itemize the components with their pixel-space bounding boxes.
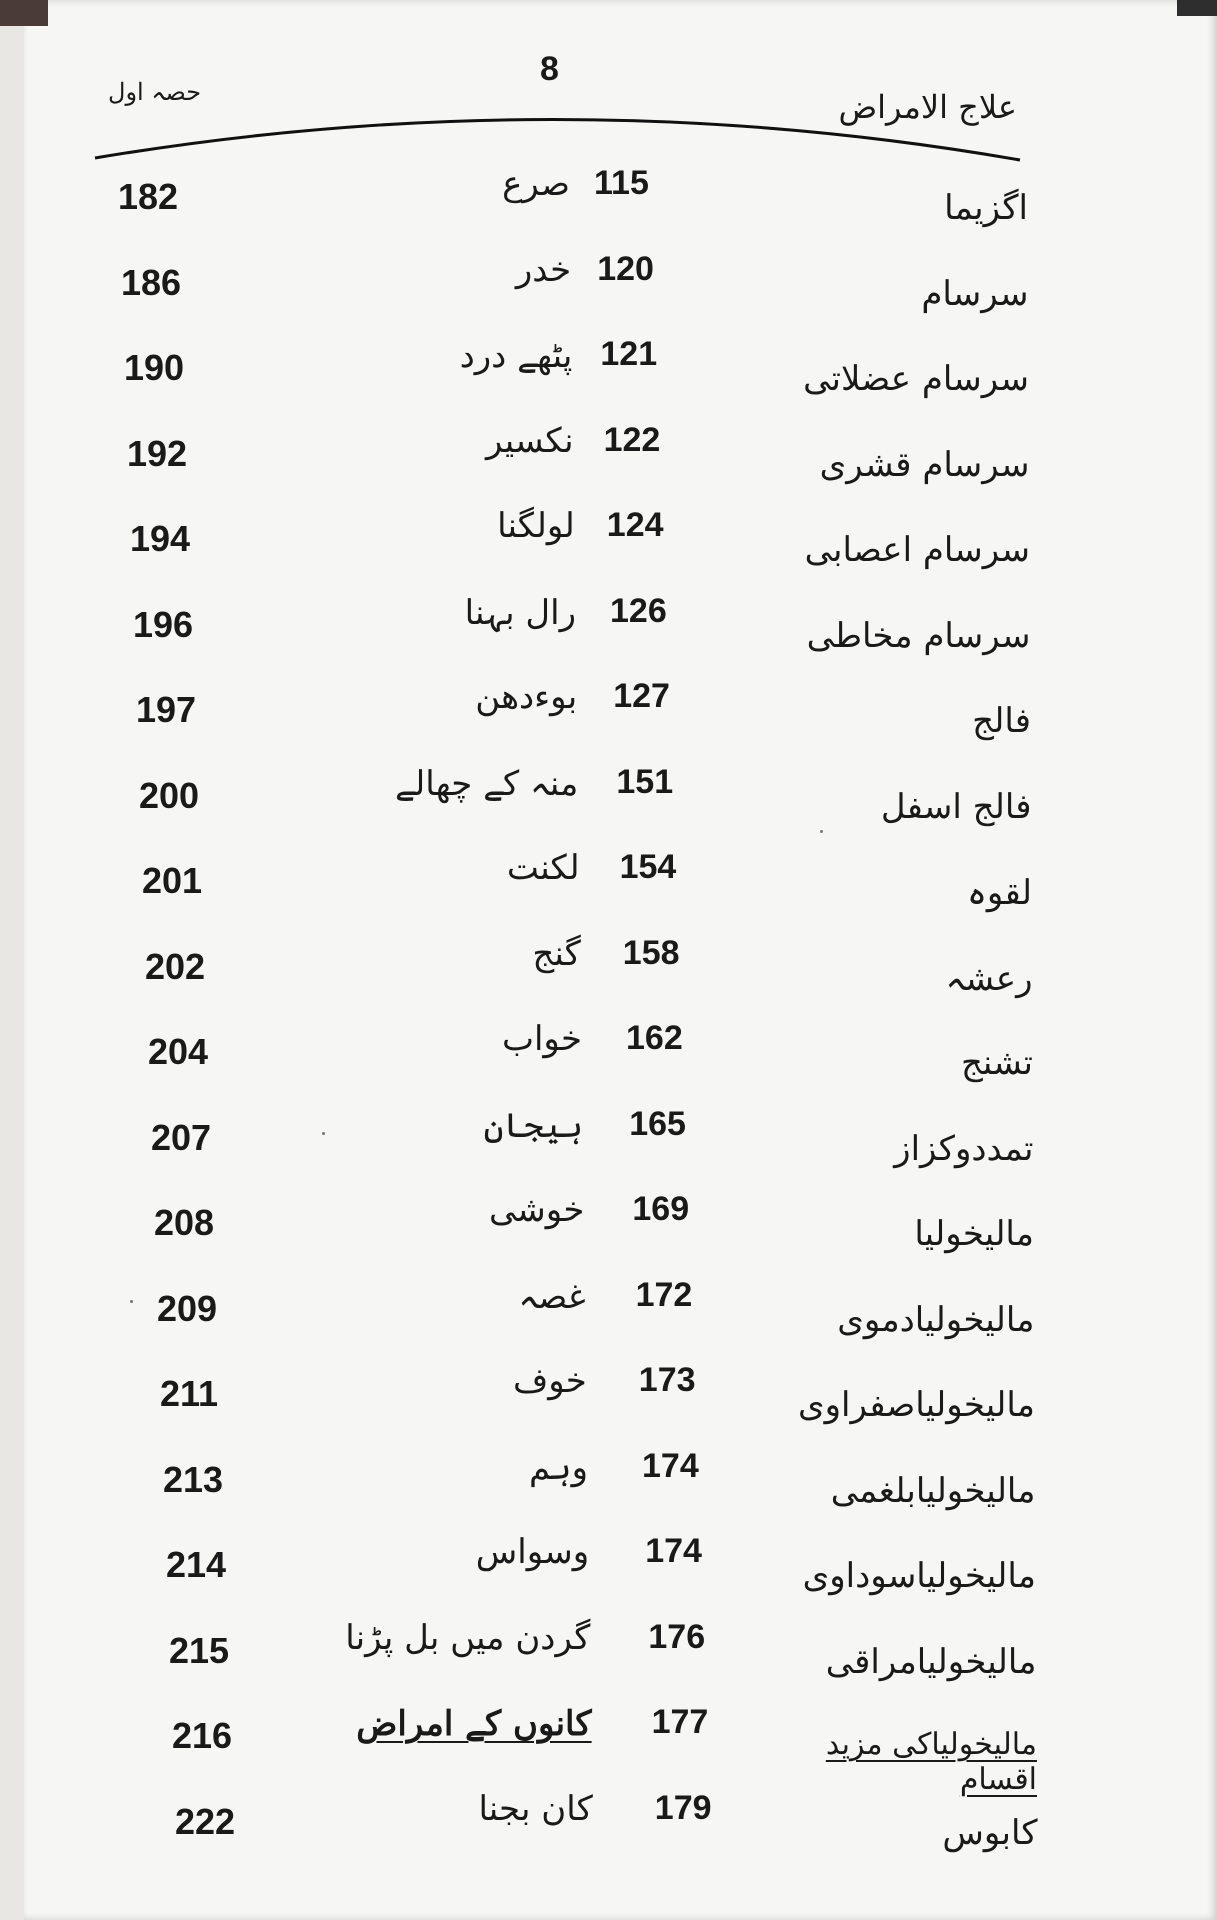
toc-entry-name: وہم [529, 1447, 588, 1488]
toc-page-number: 204 [148, 1031, 209, 1072]
toc-entry-name: رال بہنا [464, 592, 576, 633]
toc-entry-name-right: مالیخولیامراقی [825, 1641, 1037, 1682]
header-book-title: علاج الامراض [838, 88, 1017, 126]
toc-entry-name-right: مالیخولیاکی مزید اقسام [825, 1727, 1037, 1797]
toc-entry-name: منہ کے چھالے [394, 763, 579, 804]
toc-entry-number: 176 [648, 1617, 706, 1656]
toc-row [0, 1703, 1217, 1797]
toc-page-number: 186 [121, 261, 182, 303]
toc-entry-name: ہیجان [483, 1105, 584, 1146]
toc-page-number: 190 [124, 347, 185, 388]
toc-entry-name: خواب [501, 1019, 582, 1059]
toc-row [0, 1190, 1217, 1256]
toc-row [0, 933, 1217, 1000]
toc-entry-name-right: فالج اسفل [880, 786, 1032, 827]
toc-entry-number: 120 [597, 249, 654, 288]
toc-page-number: 182 [118, 176, 179, 217]
toc-row [0, 249, 1217, 316]
toc-entry-number: 122 [603, 420, 661, 459]
toc-page-number: 213 [163, 1458, 224, 1500]
toc-row [0, 848, 1217, 914]
toc-entry-number: 173 [638, 1361, 696, 1399]
toc-entry-name-right: فالج [972, 701, 1031, 741]
toc-page-number: 208 [154, 1202, 215, 1243]
toc-page-number: 207 [151, 1116, 212, 1158]
toc-entry-name-right: مالیخولیاصفراوی [798, 1385, 1035, 1425]
toc-entry-number: 174 [642, 1446, 699, 1485]
toc-row [0, 1617, 1217, 1684]
toc-entry-name: گنج [532, 933, 581, 974]
toc-row [0, 420, 1217, 487]
toc-row [0, 1361, 1217, 1427]
toc-entry-number: 151 [616, 762, 674, 801]
toc-row [0, 1275, 1217, 1342]
toc-page-number: 216 [172, 1715, 233, 1756]
toc-entry-number: 165 [629, 1104, 686, 1143]
toc-entry-number: 124 [606, 506, 664, 544]
toc-entry-name: بوءدھن [475, 677, 578, 717]
header-section-label: حصہ اول [108, 78, 202, 106]
toc-page-number: 197 [136, 689, 197, 730]
toc-page-number: 196 [133, 603, 194, 645]
toc-page-number: 222 [175, 1800, 236, 1842]
toc-entry-name-right: سرسام اعصابی [804, 530, 1030, 570]
toc-entry-name: پٹھے درد [459, 336, 573, 376]
toc-entry-name-right: مالیخولیابلغمی [830, 1470, 1036, 1511]
toc-entry-name: کان بجنا [478, 1788, 593, 1829]
toc-page-number: 209 [157, 1287, 218, 1329]
speck [130, 1300, 133, 1303]
toc-entry-name-right: رعشہ [945, 958, 1033, 999]
toc-entry-name: گردن میں بل پڑنا [345, 1617, 591, 1658]
toc-entry-name: خوف [512, 1361, 587, 1401]
toc-entry-number: 126 [610, 591, 667, 630]
toc-entry-number: 115 [594, 164, 649, 202]
toc-entry-name-right: تمددوکزاز [894, 1128, 1034, 1169]
toc-page-number: 202 [145, 945, 206, 987]
toc-entry-name: صرع [502, 164, 570, 204]
toc-page-number: 200 [139, 774, 200, 816]
toc-row [0, 1104, 1217, 1171]
toc-entry-number: 127 [613, 677, 670, 715]
toc-entry-name-right: سرسام عضلاتی [803, 359, 1029, 399]
toc-entry-number: 158 [622, 933, 680, 972]
toc-entry-name-right: مالیخولیا [914, 1214, 1034, 1254]
toc-row [0, 164, 1217, 230]
toc-page-number: 201 [142, 860, 203, 901]
toc-row [0, 677, 1217, 743]
page-number: 8 [540, 50, 559, 88]
toc-entry-name-right: اگزیما [944, 188, 1028, 228]
speck [322, 1132, 325, 1135]
toc-entry-number: 179 [654, 1788, 712, 1827]
toc-row [0, 335, 1217, 401]
toc-entry-name: نکسیر [486, 420, 574, 461]
toc-page-number: 194 [130, 518, 191, 559]
speck [820, 830, 823, 833]
toc-row [0, 762, 1217, 829]
toc-row [0, 1019, 1217, 1085]
toc-page-number: 211 [160, 1373, 219, 1414]
toc-entry-number: 169 [632, 1190, 690, 1228]
toc-entry-name: خدر [515, 249, 572, 290]
toc-row [0, 591, 1217, 658]
toc-entry-number: 177 [651, 1703, 709, 1741]
toc-page-number: 192 [127, 432, 188, 474]
toc-entry-name-right: سرسام مخاطی [806, 615, 1031, 656]
toc-page-number: 215 [169, 1629, 230, 1671]
toc-entry-name: لولگنا [497, 506, 575, 546]
toc-row [0, 1788, 1217, 1855]
toc-entry-name: غصہ [518, 1276, 586, 1317]
toc-entry-number: 172 [635, 1275, 693, 1314]
toc-entry-name-right: لقوہ [966, 873, 1032, 913]
toc-entry-name: وسواس [475, 1532, 590, 1572]
toc-entry-number: 174 [645, 1532, 702, 1570]
toc-entry-name-right: سرسام [921, 273, 1029, 314]
toc-entry-name-right: مالیخولیادموی [837, 1299, 1035, 1340]
toc-row [0, 1446, 1217, 1513]
toc-entry-number: 162 [626, 1019, 683, 1057]
toc-entry-number: 121 [600, 335, 658, 373]
toc-entry-name-right: تشنج [960, 1043, 1033, 1083]
toc-entry-name-right: مالیخولیاسوداوی [802, 1556, 1036, 1596]
toc-row [0, 506, 1217, 572]
toc-row [0, 1532, 1217, 1598]
toc-entry-name: کانوں کے امراض [356, 1704, 592, 1744]
toc-entry-name-right: کابوس [942, 1812, 1038, 1853]
toc-entry-name: لکنت [506, 848, 580, 888]
toc-entry-name-right: سرسام قشری [819, 444, 1030, 485]
toc-entry-name: خوشی [488, 1190, 585, 1230]
toc-entry-number: 154 [619, 848, 677, 886]
toc-page-number: 214 [166, 1544, 227, 1585]
